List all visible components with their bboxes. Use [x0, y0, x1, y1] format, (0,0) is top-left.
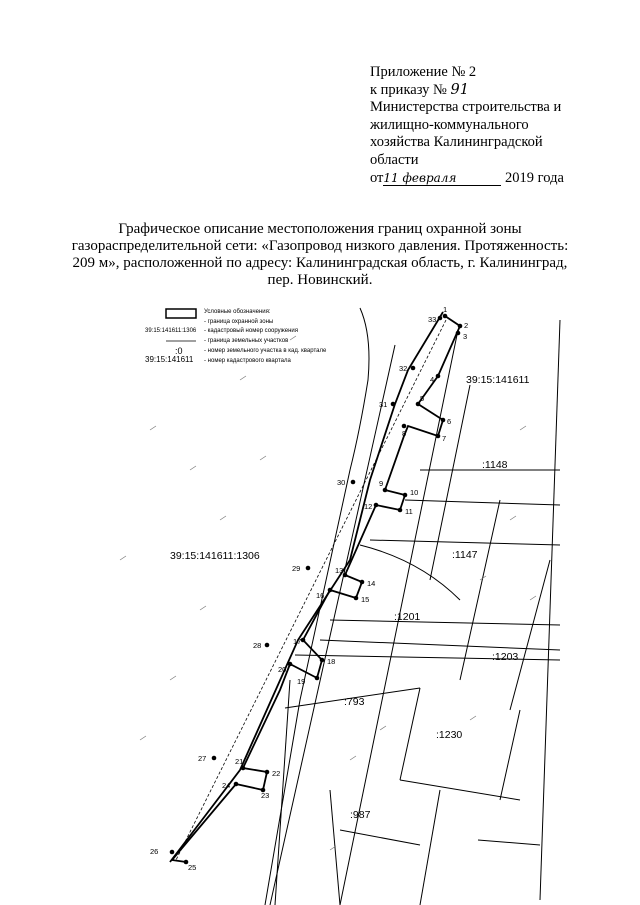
- boundary-point-label-28: 28: [253, 641, 262, 650]
- boundary-point-2: [458, 324, 463, 329]
- boundary-point-label-21: 21: [235, 757, 244, 766]
- boundary-point-label-31: 31: [379, 400, 388, 409]
- boundary-point-29: [306, 566, 311, 571]
- boundary-point-label-23: 23: [261, 791, 270, 800]
- boundary-point-label-17: 17: [293, 637, 302, 646]
- parcel-label-1147: :1147: [452, 549, 478, 561]
- boundary-point-label-2: 2: [464, 321, 469, 330]
- legend-item-1: - кадастровый номер сооружения: [204, 328, 298, 334]
- boundary-point-label-18: 18: [327, 657, 336, 666]
- boundary-point-15: [354, 596, 359, 601]
- parcel-label-1148: :1148: [482, 459, 508, 471]
- boundary-point-18: [320, 658, 325, 663]
- boundary-point-label-7: 7: [442, 434, 447, 443]
- boundary-point-label-11: 11: [405, 507, 413, 516]
- boundary-point-22: [265, 770, 270, 775]
- legend-item-4: - номер кадастрового квартала: [204, 358, 291, 364]
- ministry-line-3: хозяйства Калининградской: [370, 134, 543, 151]
- boundary-point-7: [436, 434, 441, 439]
- boundary-point-label-3: 3: [463, 332, 468, 341]
- boundary-point-19: [315, 676, 320, 681]
- boundary-point-label-14: 14: [367, 579, 376, 588]
- protection-zone-boundary: [170, 312, 463, 862]
- order-number: 91: [450, 81, 469, 98]
- boundary-point-20: [288, 662, 293, 667]
- boundary-point-16: [328, 588, 333, 593]
- boundary-point-label-6: 6: [447, 417, 452, 426]
- gas-pipeline: [176, 320, 446, 860]
- boundary-point-label-4: 4: [430, 375, 435, 384]
- boundary-point-6: [441, 418, 446, 423]
- parcel-label-1203: :1203: [492, 651, 519, 663]
- boundary-point-label-8: 8: [402, 429, 407, 438]
- boundary-point-24: [234, 782, 239, 787]
- legend-item-2: - граница земельных участков: [204, 338, 289, 344]
- boundary-point-label-30: 30: [337, 478, 346, 487]
- boundary-point-26: [170, 850, 175, 855]
- boundary-point-21: [241, 766, 246, 771]
- boundary-point-8: [402, 424, 407, 429]
- boundary-point-32: [411, 366, 416, 371]
- boundary-point-label-26: 26: [150, 847, 159, 856]
- boundary-point-label-5: 5: [420, 394, 425, 403]
- boundary-point-label-32: 32: [399, 364, 408, 373]
- boundary-point-label-22: 22: [272, 769, 281, 778]
- boundary-point-label-25: 25: [188, 863, 197, 872]
- ministry-line-2: жилищно-коммунального: [370, 116, 529, 133]
- map-labels: [170, 374, 530, 821]
- parcel-label-1201: :1201: [394, 611, 421, 623]
- boundary-point-31: [391, 402, 396, 407]
- boundary-point-label-1: 1: [443, 305, 448, 314]
- boundary-point-label-29: 29: [292, 564, 301, 573]
- handwritten-date: 11 февраля: [383, 171, 501, 186]
- boundary-point-27: [212, 756, 217, 761]
- boundary-point-12: [374, 503, 379, 508]
- boundary-point-label-27: 27: [198, 754, 207, 763]
- boundary-point-3: [456, 331, 461, 336]
- legend-item-3: - номер земельного участка в кад. квартале: [204, 348, 327, 354]
- ministry-line-1: Министерства строительства и: [370, 99, 562, 116]
- boundary-point-label-10: 10: [410, 488, 419, 497]
- boundary-point-28: [265, 643, 270, 648]
- boundary-point-label-12: 12: [364, 502, 373, 511]
- structure-label: 39:15:141611:1306: [170, 550, 260, 562]
- legend-heading: Условные обозначения:: [204, 309, 271, 315]
- order-reference: к приказу № 91: [370, 81, 469, 98]
- boundary-point-label-15: 15: [361, 595, 370, 604]
- boundary-point-13: [343, 573, 348, 578]
- legend: [145, 309, 327, 364]
- parcel-label-987: :987: [350, 809, 371, 821]
- parcel-label-793: :793: [344, 696, 365, 708]
- boundary-point-label-33: 33: [428, 315, 437, 324]
- boundary-point-4: [436, 374, 441, 379]
- annex-title: Приложение № 2: [370, 64, 477, 80]
- boundary-point-label-24: 24: [222, 781, 231, 790]
- boundary-point-label-20: 20: [278, 665, 287, 674]
- boundary-point-label-9: 9: [379, 479, 384, 488]
- legend-symbol-3: :0: [175, 346, 183, 356]
- document-title: Графическое описание местоположения границ охранной зоны газораспределительной сети: «Газопровод низкого давления. Протяженность: 209 м», расположенной по адресу: Калининградская область, г. Калининград, пер. Новинский.: [71, 221, 569, 288]
- order-date: от11 февраля 2019 года: [370, 169, 564, 186]
- boundary-point-label-13: 13: [335, 566, 344, 575]
- legend-symbol-4: 39:15:141611: [145, 355, 194, 364]
- annex-block: [370, 64, 630, 187]
- cadastral-map: [0, 300, 640, 905]
- boundary-point-1: [443, 314, 448, 319]
- boundary-point-9: [383, 488, 388, 493]
- legend-symbol-1: 39:15:141611:1306: [145, 328, 197, 334]
- boundary-point-11: [398, 508, 403, 513]
- legend-item-0: - граница охранной зоны: [204, 319, 274, 325]
- boundary-point-17: [301, 638, 306, 643]
- quarter-label: 39:15:141611: [466, 374, 530, 386]
- boundary-points: [150, 305, 468, 872]
- ministry-line-4: области: [370, 151, 419, 168]
- boundary-point-label-19: 19: [297, 677, 306, 686]
- boundary-point-30: [351, 480, 356, 485]
- boundary-point-10: [403, 493, 408, 498]
- boundary-point-label-16: 16: [316, 591, 325, 600]
- parcel-boundaries: [265, 308, 560, 905]
- parcel-label-1230: :1230: [436, 729, 463, 741]
- boundary-point-33: [438, 316, 443, 321]
- boundary-point-14: [360, 580, 365, 585]
